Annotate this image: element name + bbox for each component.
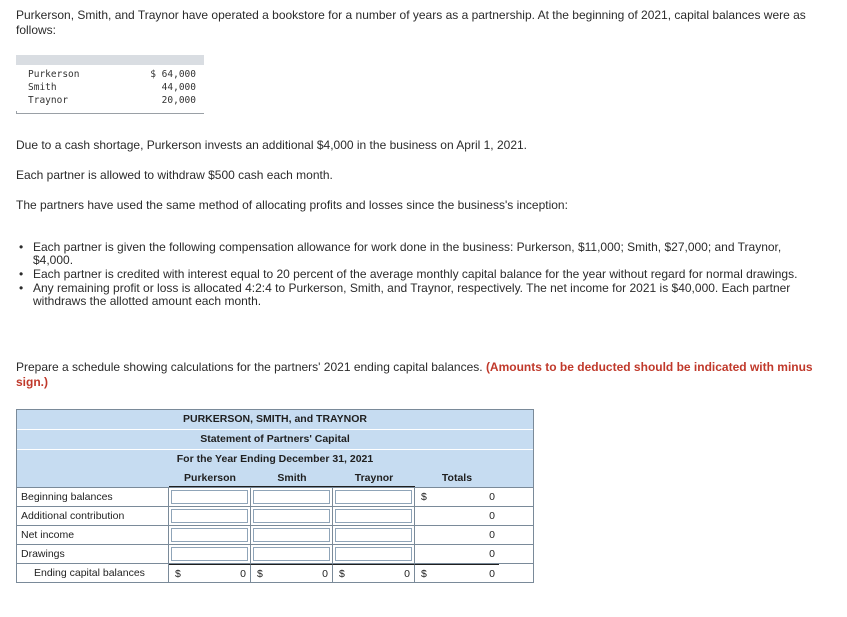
input-cell[interactable] bbox=[251, 545, 333, 563]
total-cell bbox=[415, 526, 499, 544]
input-cell[interactable] bbox=[251, 488, 333, 506]
ending-smith bbox=[251, 564, 333, 582]
total-value: 0 bbox=[489, 510, 495, 522]
table-row bbox=[16, 81, 204, 94]
table-row bbox=[17, 526, 533, 545]
total-cell bbox=[415, 488, 499, 506]
drawings-smith-input[interactable] bbox=[253, 547, 330, 561]
partner-balance: 20,000 bbox=[161, 95, 196, 106]
beginning-purkerson-input[interactable] bbox=[171, 490, 248, 504]
partner-name: Purkerson bbox=[28, 69, 80, 80]
contribution-smith-input[interactable] bbox=[253, 509, 330, 523]
capital-balances-table bbox=[16, 55, 204, 107]
input-cell[interactable] bbox=[333, 526, 415, 544]
contribution-purkerson-input[interactable] bbox=[171, 509, 248, 523]
dollar-sign: $ bbox=[339, 568, 345, 580]
row-label: Beginning balances bbox=[17, 488, 169, 506]
ending-value: 0 bbox=[489, 568, 495, 580]
total-value: 0 bbox=[489, 529, 495, 541]
input-cell[interactable] bbox=[251, 507, 333, 525]
partner-name: Traynor bbox=[28, 95, 69, 106]
partner-balance: 44,000 bbox=[161, 82, 196, 93]
intro-text: Purkerson, Smith, and Traynor have operated a bookstore for a number of years as a partnership. At the beginning of 2021, capital balances were as follows: bbox=[16, 8, 806, 37]
net-income-smith-input[interactable] bbox=[253, 528, 330, 542]
total-cell bbox=[415, 507, 499, 525]
statement-period: For the Year Ending December 31, 2021 bbox=[17, 450, 533, 469]
total-value: 0 bbox=[489, 548, 495, 560]
input-cell[interactable] bbox=[169, 545, 251, 563]
ending-total bbox=[415, 564, 499, 582]
ending-value: 0 bbox=[404, 568, 410, 580]
ending-value: 0 bbox=[240, 568, 246, 580]
total-cell bbox=[415, 545, 499, 563]
ending-balances-row bbox=[17, 564, 533, 582]
paragraph-withdraw: Each partner is allowed to withdraw $500 cash each month. bbox=[16, 168, 333, 182]
beginning-traynor-input[interactable] bbox=[335, 490, 412, 504]
drawings-traynor-input[interactable] bbox=[335, 547, 412, 561]
input-cell[interactable] bbox=[333, 488, 415, 506]
input-cell[interactable] bbox=[251, 526, 333, 544]
row-label: Net income bbox=[17, 526, 169, 544]
dollar-sign: $ bbox=[421, 491, 427, 503]
partner-name: Smith bbox=[28, 82, 57, 93]
statement-title: PURKERSON, SMITH, and TRAYNOR bbox=[17, 410, 533, 430]
col-traynor: Traynor bbox=[333, 469, 415, 487]
table-row bbox=[17, 507, 533, 526]
dollar-sign: $ bbox=[421, 568, 427, 580]
input-cell[interactable] bbox=[169, 488, 251, 506]
instruction-emphasis: (Amounts to be deducted should be indicated with minus sign.) bbox=[16, 360, 813, 389]
table-row bbox=[17, 545, 533, 564]
dollar-sign: $ bbox=[257, 568, 263, 580]
paragraph-method: The partners have used the same method of allocating profits and losses since the business's inception: bbox=[16, 198, 568, 212]
list-item: • Any remaining profit or loss is allocated 4:2:4 to Purkerson, Smith, and Traynor, respectively. The net income for 2021 is $40,000. Each partner withdraws the allotted amount each month. bbox=[16, 282, 816, 308]
dollar-sign: $ bbox=[175, 568, 181, 580]
ending-value: 0 bbox=[322, 568, 328, 580]
col-purkerson: Purkerson bbox=[169, 469, 251, 487]
ending-purkerson bbox=[169, 564, 251, 582]
allocation-list bbox=[16, 241, 816, 309]
column-headers bbox=[17, 469, 533, 488]
partner-balance: $ 64,000 bbox=[150, 69, 196, 80]
input-cell[interactable] bbox=[333, 507, 415, 525]
table-row bbox=[16, 94, 204, 107]
statement-subtitle: Statement of Partners' Capital bbox=[17, 430, 533, 450]
beginning-smith-input[interactable] bbox=[253, 490, 330, 504]
table-row bbox=[17, 488, 533, 507]
col-totals: Totals bbox=[441, 472, 473, 484]
list-item: • Each partner is credited with interest equal to 20 percent of the average monthly capital balance for the year without regard for normal drawings. bbox=[16, 268, 816, 281]
list-item: • Each partner is given the following compensation allowance for work done in the business: Purkerson, $11,000; Smith, $27,000; and Traynor, $4,000. bbox=[16, 241, 816, 267]
instruction-text: Prepare a schedule showing calculations for the partners' 2021 ending capital balances. bbox=[16, 360, 483, 374]
table-row bbox=[16, 68, 204, 81]
row-label: Ending capital balances bbox=[17, 564, 169, 582]
input-cell[interactable] bbox=[169, 526, 251, 544]
instruction bbox=[16, 360, 816, 390]
col-smith: Smith bbox=[251, 469, 333, 487]
input-cell[interactable] bbox=[333, 545, 415, 563]
paragraph-investment: Due to a cash shortage, Purkerson invests an additional $4,000 in the business on April 1, 2021. bbox=[16, 138, 527, 152]
total-value: 0 bbox=[489, 491, 495, 503]
ending-traynor bbox=[333, 564, 415, 582]
input-cell[interactable] bbox=[169, 507, 251, 525]
drawings-purkerson-input[interactable] bbox=[171, 547, 248, 561]
contribution-traynor-input[interactable] bbox=[335, 509, 412, 523]
net-income-traynor-input[interactable] bbox=[335, 528, 412, 542]
table-divider bbox=[16, 113, 204, 114]
row-label: Additional contribution bbox=[17, 507, 169, 525]
row-label: Drawings bbox=[17, 545, 169, 563]
statement-of-partners-capital bbox=[16, 409, 534, 583]
net-income-purkerson-input[interactable] bbox=[171, 528, 248, 542]
table-header-bar bbox=[16, 55, 204, 65]
